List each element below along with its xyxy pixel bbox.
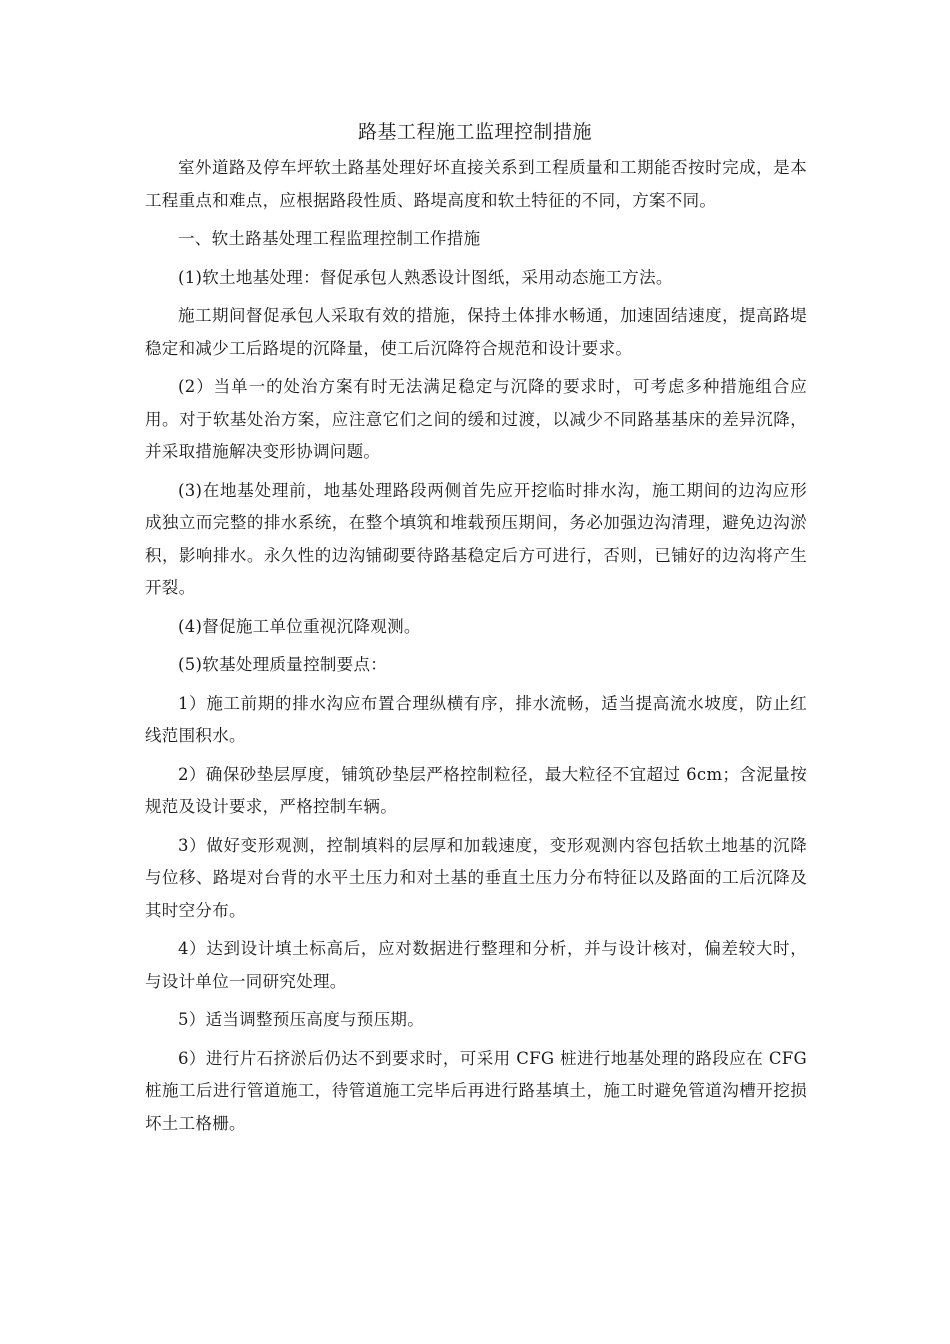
section-heading-1: 一、软土路基处理工程监理控制工作措施: [178, 229, 481, 248]
paragraph-point-5: 5）适当调整预压高度与预压期。: [178, 1010, 424, 1029]
paragraph-item-5: (5)软基处理质量控制要点：: [178, 655, 388, 674]
paragraph-item-1: (1)软土地基处理：督促承包人熟悉设计图纸，采用动态施工方法。: [178, 267, 673, 287]
paragraph-item-2: (2）当单一的处治方案有时无法满足稳定与沉降的要求时，可考虑多种措施组合应用。对于软基处治方案，应注意它们之间的缓和过渡，以减少不同路基基床的差异沉降，并采取措施解决变形协调问题。: [145, 377, 807, 461]
paragraph-intro: 室外道路及停车坪软土路基处理好坏直接关系到工程质量和工期能否按时完成，是本工程重点和难点，应根据路段性质、路堤高度和软土特征的不同，方案不同。: [145, 158, 807, 210]
document-title: 路基工程施工监理控制措施: [357, 121, 592, 143]
paragraph-point-6: 6）进行片石挤淤后仍达不到要求时，可采用 CFG 桩进行地基处理的路段应在 CFG 桩施工后进行管道施工，待管道施工完毕后再进行路基填土，施工时避免管道沟槽开挖损坏土工格栅。: [145, 1048, 807, 1133]
document-body: [145, 152, 807, 1146]
paragraph-item-3: (3)在地基处理前，地基处理路段两侧首先应开挖临时排水沟，施工期间的边沟应形成独立而完整的排水系统，在整个填筑和堆载预压期间，务必加强边沟清理，避免边沟淤积，影响排水。永久性的边沟铺砌要待路基稳定后方可进行，否则，已铺好的边沟将产生开裂。: [145, 480, 807, 597]
paragraph-point-1: 1）施工前期的排水沟应布置合理纵横有序，排水流畅，适当提高流水坡度，防止红线范围积水。: [145, 693, 807, 745]
paragraph-item-1-detail: 施工期间督促承包人采取有效的措施，保持土体排水畅通，加速固结速度，提高路堤稳定和减少工后路堤的沉降量，使工后沉降符合规范和设计要求。: [145, 306, 807, 358]
paragraph-point-4: 4）达到设计填土标高后，应对数据进行整理和分析，并与设计核对，偏差较大时，与设计单位一同研究处理。: [145, 939, 807, 991]
paragraph-item-4: (4)督促施工单位重视沉降观测。: [178, 616, 421, 636]
paragraph-point-2: 2）确保砂垫层厚度，铺筑砂垫层严格控制粒径，最大粒径不宜超过 6cm；含泥量按规范及设计要求，严格控制车辆。: [145, 764, 807, 816]
paragraph-point-3: 3）做好变形观测，控制填料的层厚和加载速度，变形观测内容包括软土地基的沉降与位移、路堤对台背的水平土压力和对土基的垂直土压力分布特征以及路面的工后沉降及其时空分布。: [145, 835, 807, 920]
